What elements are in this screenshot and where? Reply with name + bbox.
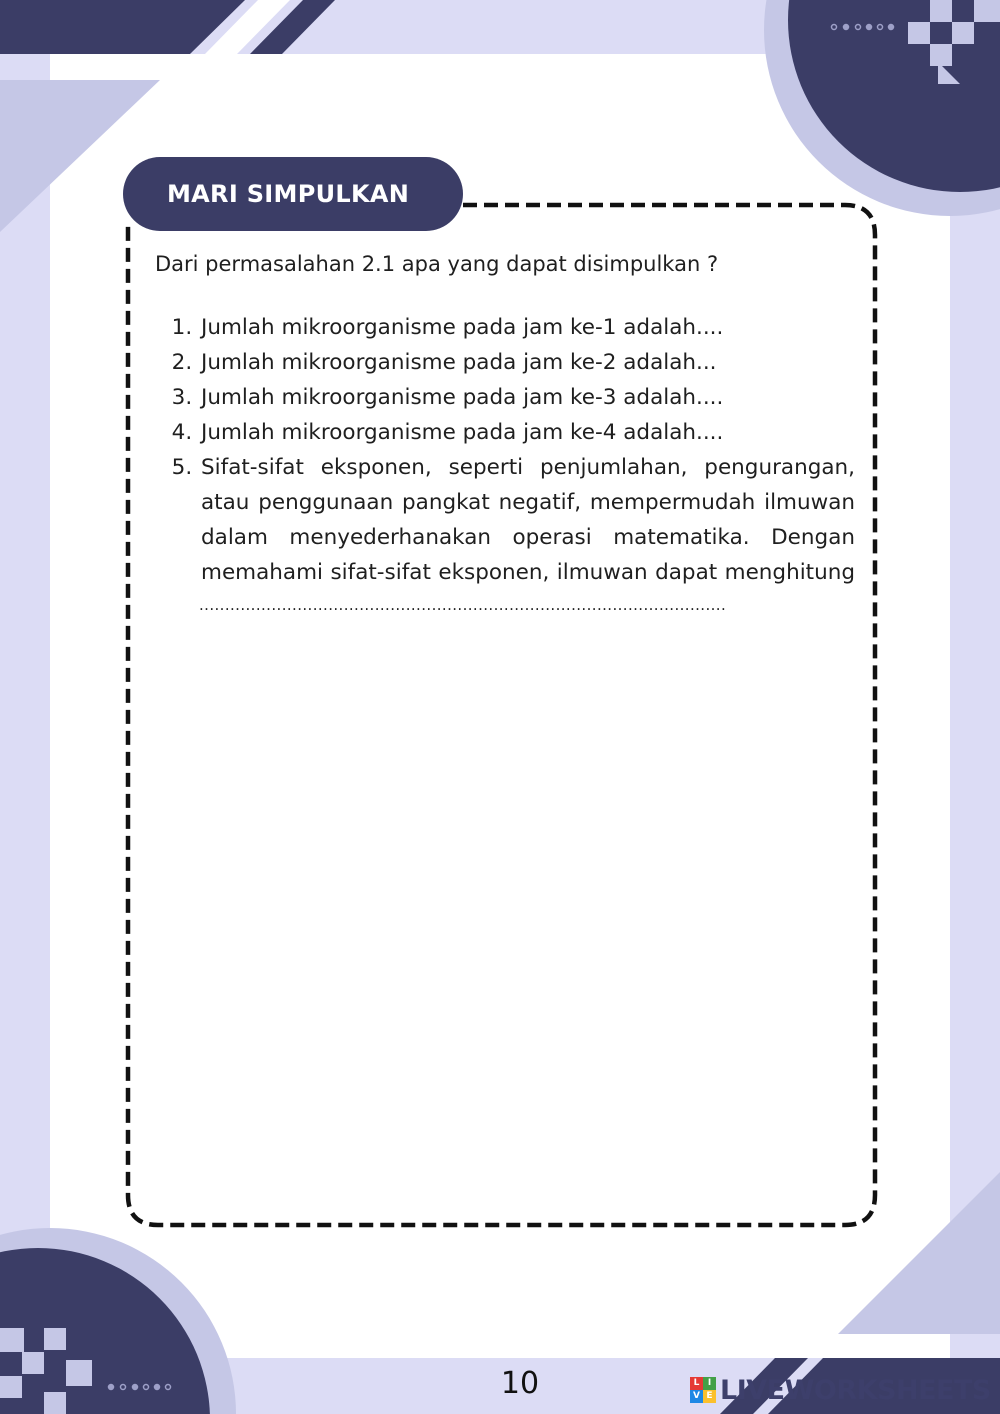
brand-text: LIVEWORKSHEETS: [720, 1374, 991, 1406]
logo-letter: V: [690, 1390, 703, 1403]
content-area: [155, 252, 855, 620]
conclusion-list: [155, 310, 855, 590]
list-item: [199, 450, 855, 590]
list-item: 3. Jumlah mikroorganisme pada jam ke-3 adalah....: [199, 380, 855, 415]
bottom-left-circle: [0, 1248, 210, 1414]
logo-letter: L: [690, 1377, 703, 1390]
question-text: Dari permasalahan 2.1 apa yang dapat disimpulkan ?: [155, 252, 719, 276]
brand-logo-icon: [690, 1377, 716, 1403]
section-badge: [123, 157, 463, 231]
list-item: 1. Jumlah mikroorganisme pada jam ke-1 adalah....: [199, 310, 855, 345]
list-item-text: Sifat-sifat eksponen, seperti penjumlahan, pengurangan, atau penggunaan pangkat negatif, mempermudah ilmuwan dalam menyederhanakan operasi matematika. Dengan memahami sifat-sifat eksponen, ilmuwan dapat menghitung: [201, 455, 855, 585]
page-number: 10: [500, 1366, 540, 1401]
list-item: 4. Jumlah mikroorganisme pada jam ke-4 adalah....: [199, 415, 855, 450]
logo-letter: I: [703, 1377, 716, 1390]
liveworksheets-logo[interactable]: [690, 1372, 991, 1408]
bottom-right-triangle: [838, 1172, 1000, 1334]
list-item: 2. Jumlah mikroorganisme pada jam ke-2 adalah...: [199, 345, 855, 380]
section-badge-label: MARI SIMPULKAN: [167, 180, 410, 208]
answer-blank[interactable]: ......................................................................................................: [199, 596, 727, 614]
top-left-stripe-dark: [0, 0, 245, 54]
logo-letter: E: [703, 1390, 716, 1403]
